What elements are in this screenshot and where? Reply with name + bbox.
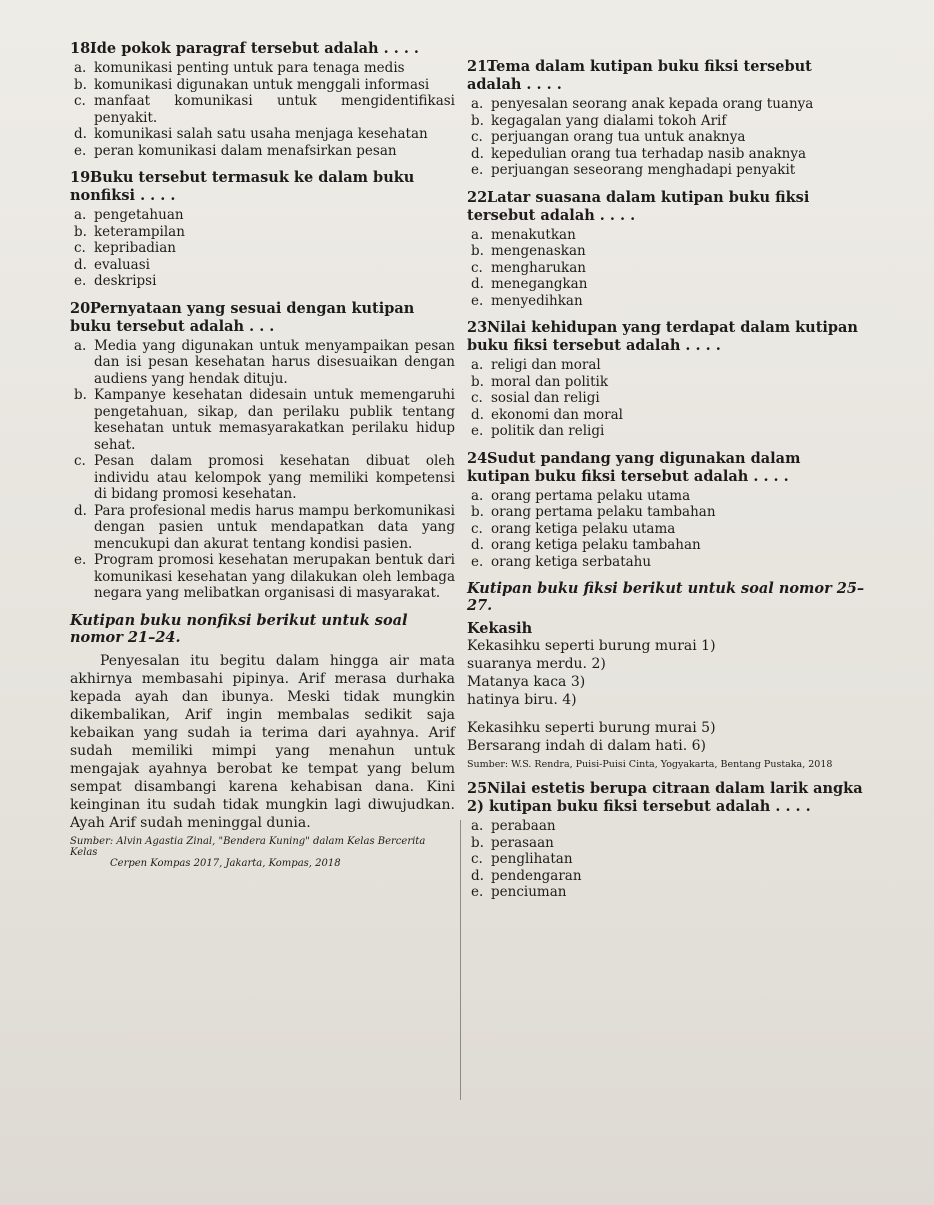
option-b[interactable]: b. keterampilan (74, 223, 185, 240)
option-list (467, 488, 867, 571)
question-stem: Buku tersebut termasuk ke dalam buku nonfiksi . . . . (70, 169, 415, 204)
poem-line: suaranya merdu. 2) (467, 656, 606, 672)
option-c[interactable]: c. perjuangan orang tua untuk anaknya (471, 129, 746, 145)
option-a[interactable]: a. pengetahuan (74, 207, 184, 223)
poem-title: Kekasih (467, 620, 533, 637)
option-d[interactable]: d. ekonomi dan moral (471, 406, 623, 423)
question-24: 24.Sudut pandang yang digunakan dalam kutipan buku fiksi tersebut adalah . . . . a. orang pertama pelaku utama b. orang pertama pelaku tambahan c. orang ketiga pelaku utama d. orang ketiga pelaku tambahan e. orang ketiga serbatahu (467, 450, 867, 571)
question-stem: Sudut pandang yang digunakan dalam kutipan buku fiksi tersebut adalah . . . . (467, 449, 801, 485)
option-list (70, 207, 455, 290)
option-b[interactable]: b. kegagalan yang dialami tokoh Arif (471, 112, 727, 129)
option-d[interactable]: d. orang ketiga pelaku tambahan (471, 537, 701, 553)
question-stem: Ide pokok paragraf tersebut adalah . . . . (90, 40, 419, 57)
question-stem: Nilai kehidupan yang terdapat dalam kutipan buku fiksi tersebut adalah . . . . (467, 319, 858, 354)
poem-line: Kekasihku seperti burung murai 1) (467, 638, 716, 654)
option-c[interactable]: c. manfaat komunikasi untuk mengidentifikasi penyakit. (74, 93, 455, 126)
option-e[interactable]: e. peran komunikasi dalam menafsirkan pesan (74, 142, 397, 159)
option-e[interactable]: e. politik dan religi (471, 423, 605, 439)
right-column (467, 58, 867, 911)
option-d[interactable]: d. menegangkan (471, 276, 588, 292)
question-stem: Latar suasana dalam kutipan buku fiksi tersebut adalah . . . . (467, 188, 810, 224)
poem-stanza-1 (467, 637, 867, 709)
nonfiction-passage: Penyesalan itu begitu dalam hingga air mata akhirnya membasahi pipinya. Arif merasa durhaka kepada ayah dan ibunya. Meski tidak mungkin dikembalikan, Arif ingin membalas sedikit saja kebaikan yang sudah ia terima dari ayahnya. Arif sudah memiliki mimpi yang menahun untuk mengajak ayahnya berobat ke tempat yang belum sempat disambangi karena kehabisan dana. Kini keinginan itu sudah tidak mungkin lagi diwujudkan. Ayah Arif sudah meninggal dunia. (70, 652, 455, 831)
option-e[interactable]: e. orang ketiga serbatahu (471, 553, 652, 570)
option-d[interactable]: d. Para profesional medis harus mampu berkomunikasi dengan pasien untuk mendapatkan data yang mencukupi dan akurat tentang kondisi pasien. (74, 502, 455, 552)
option-b[interactable]: b. Kampanye kesehatan didesain untuk memengaruhi pengetahuan, sikap, dan perilaku publik tentang kesehatan untuk memasyarakatkan perilaku hidup sehat. (74, 387, 455, 453)
option-a[interactable]: a. orang pertama pelaku utama (471, 487, 691, 504)
option-b[interactable]: b. orang pertama pelaku tambahan (471, 504, 716, 520)
question-23: 23.Nilai kehidupan yang terdapat dalam kutipan buku fiksi tersebut adalah . . . . a. religi dan moral b. moral dan politik c. sosial dan religi d. ekonomi dan moral e. politik dan religi (467, 319, 867, 440)
option-e[interactable]: e. penciuman (471, 884, 567, 900)
passage-source: Sumber: Alvin Agastia Zinal, "Bendera Kuning" dalam Kelas Bercerita Kelas Cerpen Kompas 2017, Jakarta, Kompas, 2018 (70, 835, 426, 869)
option-a[interactable]: a. komunikasi penting untuk para tenaga medis (74, 60, 405, 76)
option-e[interactable]: e. menyedihkan (471, 292, 583, 309)
option-c[interactable]: c. mengharukan (471, 259, 586, 276)
poem-line: Kekasihku seperti burung murai 5) (467, 720, 716, 736)
question-22: 22.Latar suasana dalam kutipan buku fiksi tersebut adalah . . . . a. menakutkan b. mengenaskan c. mengharukan d. menegangkan e. menyedihkan (467, 189, 867, 310)
question-20: 20.Pernyataan yang sesuai dengan kutipan buku tersebut adalah . . . a. Media yang digunakan untuk menyampaikan pesan dan isi pesan kesehatan harus disesuaikan dengan audiens yang hendak dituju. b. Kampanye kesehatan didesain untuk memengaruhi pengetahuan, sikap, dan perilaku publik tentang kesehatan untuk memasyarakatkan perilaku hidup sehat. c. Pesan dalam promosi kesehatan dibuat oleh individu atau kelompok yang memiliki kompetensi di bidang promosi kesehatan. d. Para profesional medis harus mampu berkomunikasi dengan pasien untuk mendapatkan data yang mencukupi dan akurat tentang kondisi pasien. e. Program promosi kesehatan merupakan bentuk dari komunikasi kesehatan yang dilakukan oleh lembaga negara yang melibatkan organisasi di masyarakat. (70, 299, 455, 601)
option-b[interactable]: b. perasaan (471, 834, 554, 851)
option-list (70, 338, 455, 602)
question-stem: Nilai estetis berupa citraan dalam larik angka 2) kutipan buku fiksi tersebut adalah . . . . (467, 780, 863, 815)
question-18: 18.Ide pokok paragraf tersebut adalah . . . . a. komunikasi penting untuk para tenaga medis b. komunikasi digunakan untuk menggali informasi c. manfaat komunikasi untuk mengidentifikasi penyakit. d. komunikasi salah satu usaha menjaga kesehatan e. peran komunikasi dalam menafsirkan pesan (70, 40, 455, 159)
question-19: 19.Buku tersebut termasuk ke dalam buku nonfiksi . . . . a. pengetahuan b. keterampilan c. kepribadian d. evaluasi e. deskripsi (70, 169, 455, 290)
option-a[interactable]: a. perabaan (471, 818, 556, 834)
option-b[interactable]: b. moral dan politik (471, 373, 609, 390)
option-list (467, 357, 867, 440)
option-list (467, 96, 867, 179)
option-a[interactable]: a. menakutkan (471, 226, 576, 243)
option-c[interactable]: c. Pesan dalam promosi kesehatan dibuat oleh individu atau kelompok yang memiliki kompetensi di bidang promosi kesehatan. (74, 453, 455, 502)
option-list (467, 818, 867, 901)
section-title-fiksi: Kutipan buku fiksi berikut untuk soal nomor 25–27. (467, 580, 865, 614)
option-d[interactable]: d. pendengaran (471, 867, 582, 884)
option-d[interactable]: d. evaluasi (74, 256, 150, 273)
question-stem: Pernyataan yang sesuai dengan kutipan buku tersebut adalah . . . (70, 299, 415, 335)
question-25: 25.Nilai estetis berupa citraan dalam larik angka 2) kutipan buku fiksi tersebut adalah . . . . a. perabaan b. perasaan c. penglihatan d. pendengaran e. penciuman (467, 780, 867, 901)
option-d[interactable]: d. kepedulian orang tua terhadap nasib anaknya (471, 145, 807, 162)
option-b[interactable]: b. mengenaskan (471, 243, 586, 259)
question-stem: Tema dalam kutipan buku fiksi tersebut adalah . . . . (467, 58, 812, 93)
option-b[interactable]: b. komunikasi digunakan untuk menggali informasi (74, 76, 430, 93)
option-c[interactable]: c. penglihatan (471, 851, 573, 867)
option-e[interactable]: e. perjuangan seseorang menghadapi penyakit (471, 162, 796, 178)
option-c[interactable]: c. orang ketiga pelaku utama (471, 520, 676, 537)
option-a[interactable]: a. penyesalan seorang anak kepada orang tuanya (471, 96, 814, 112)
option-a[interactable]: a. religi dan moral (471, 357, 601, 373)
option-c[interactable]: c. kepribadian (74, 240, 176, 256)
left-column (70, 40, 455, 869)
section-title-nonfiksi: Kutipan buku nonfiksi berikut untuk soal nomor 21–24. (70, 611, 408, 646)
option-e[interactable]: e. deskripsi (74, 273, 157, 289)
option-d[interactable]: d. komunikasi salah satu usaha menjaga kesehatan (74, 126, 428, 142)
option-c[interactable]: c. sosial dan religi (471, 390, 600, 406)
option-e[interactable]: e. Program promosi kesehatan merupakan bentuk dari komunikasi kesehatan yang dilakukan oleh lembaga negara yang melibatkan organisasi di masyarakat. (74, 552, 455, 601)
option-a[interactable]: a. Media yang digunakan untuk menyampaikan pesan dan isi pesan kesehatan harus disesuaikan dengan audiens yang hendak dituju. (74, 337, 455, 387)
poem-line: Matanya kaca 3) (467, 674, 586, 690)
option-list (70, 60, 455, 159)
option-list (467, 227, 867, 310)
question-21: 21.Tema dalam kutipan buku fiksi tersebut adalah . . . . a. penyesalan seorang anak kepada orang tuanya b. kegagalan yang dialami tokoh Arif c. perjuangan orang tua untuk anaknya d. kepedulian orang tua terhadap nasib anaknya e. perjuangan seseorang menghadapi penyakit (467, 58, 867, 179)
poem-source: Sumber: W.S. Rendra, Puisi-Puisi Cinta, Yogyakarta, Bentang Pustaka, 2018 (467, 759, 833, 770)
poem-line: hatinya biru. 4) (467, 692, 577, 708)
poem-stanza-2 (467, 719, 867, 755)
column-divider (460, 820, 461, 1100)
poem-line: Bersarang indah di dalam hati. 6) (467, 738, 707, 754)
